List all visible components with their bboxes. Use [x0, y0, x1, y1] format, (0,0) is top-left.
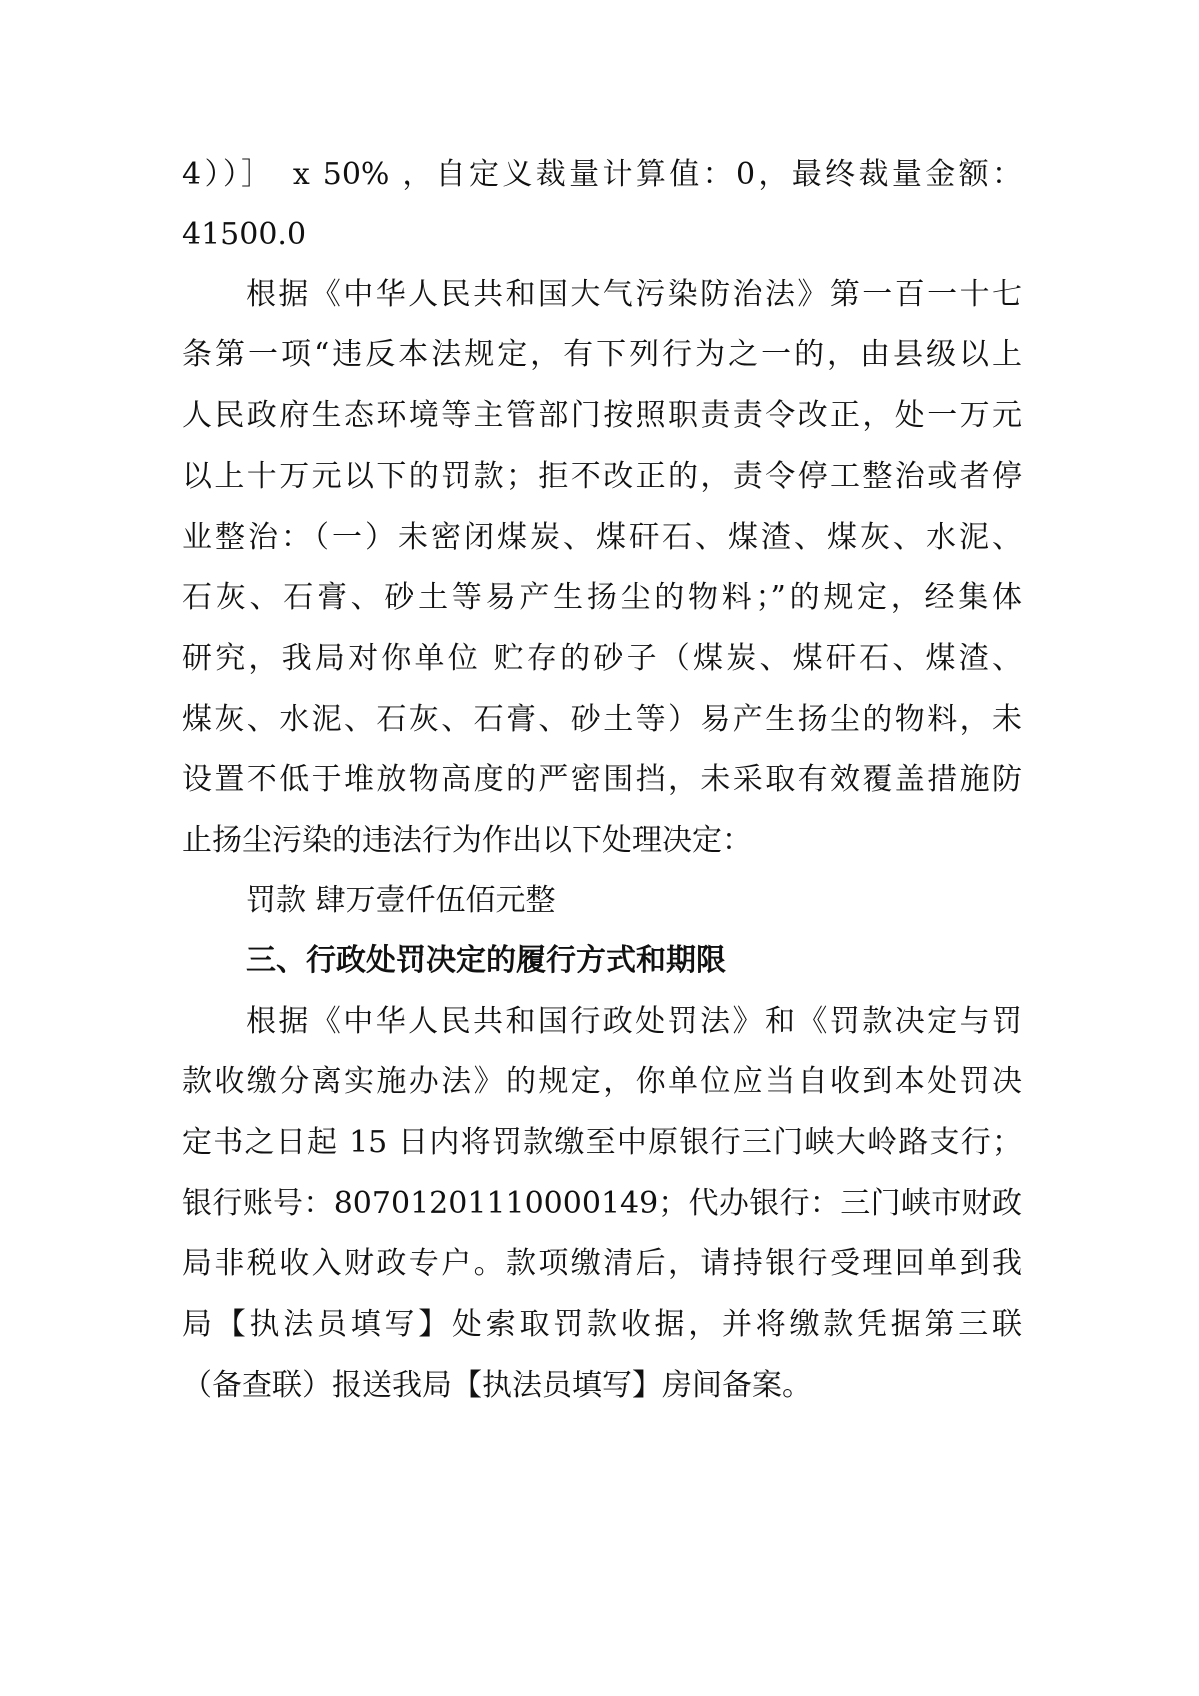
- text-line: 止扬尘污染的违法行为作出以下处理决定：: [182, 823, 752, 858]
- text-line: 条第一项“违反本法规定，有下列行为之一的，由县级以上: [182, 337, 1022, 372]
- text-line: 人民政府生态环境等主管部门按照职责责令改正，处一万元: [182, 398, 1022, 433]
- text-line: 4））］ x 50% ，自定义裁量计算值：0，最终裁量金额：: [182, 157, 1022, 192]
- text-line: 局非税收入财政专户。款项缴清后，请持银行受理回单到我: [182, 1246, 1022, 1281]
- text-line: 设置不低于堆放物高度的严密围挡，未采取有效覆盖措施防: [182, 762, 1022, 797]
- fine-amount: 罚款 肆万壹仟伍佰元整: [246, 883, 556, 918]
- paragraph-start: 根据《中华人民共和国行政处罚法》和《罚款决定与罚: [246, 1004, 1022, 1039]
- text-line: 煤灰、水泥、石灰、石膏、砂土等）易产生扬尘的物料，未: [182, 702, 1022, 737]
- text-line: 研究，我局对你单位 贮存的砂子（煤炭、煤矸石、煤渣、: [182, 641, 1022, 676]
- text-line: 定书之日起 15 日内将罚款缴至中原银行三门峡大岭路支行；: [182, 1125, 1022, 1160]
- text-line: 局【执法员填写】处索取罚款收据，并将缴款凭据第三联: [182, 1307, 1022, 1342]
- text-line: 款收缴分离实施办法》的规定，你单位应当自收到本处罚决: [182, 1064, 1022, 1099]
- paragraph-start: 根据《中华人民共和国大气污染防治法》第一百一十七: [246, 277, 1022, 312]
- section-heading: 三、行政处罚决定的履行方式和期限: [246, 943, 726, 978]
- text-line: 以上十万元以下的罚款；拒不改正的，责令停工整治或者停: [182, 459, 1022, 494]
- text-line: 银行账号：80701201110000149；代办银行：三门峡市财政: [182, 1186, 1022, 1221]
- text-line: 石灰、石膏、砂土等易产生扬尘的物料；”的规定，经集体: [182, 580, 1022, 615]
- text-line: 业整治：（一）未密闭煤炭、煤矸石、煤渣、煤灰、水泥、: [182, 520, 1022, 555]
- text-line: （备查联）报送我局【执法员填写】房间备案。: [182, 1368, 812, 1403]
- text-line: 41500.0: [182, 217, 307, 252]
